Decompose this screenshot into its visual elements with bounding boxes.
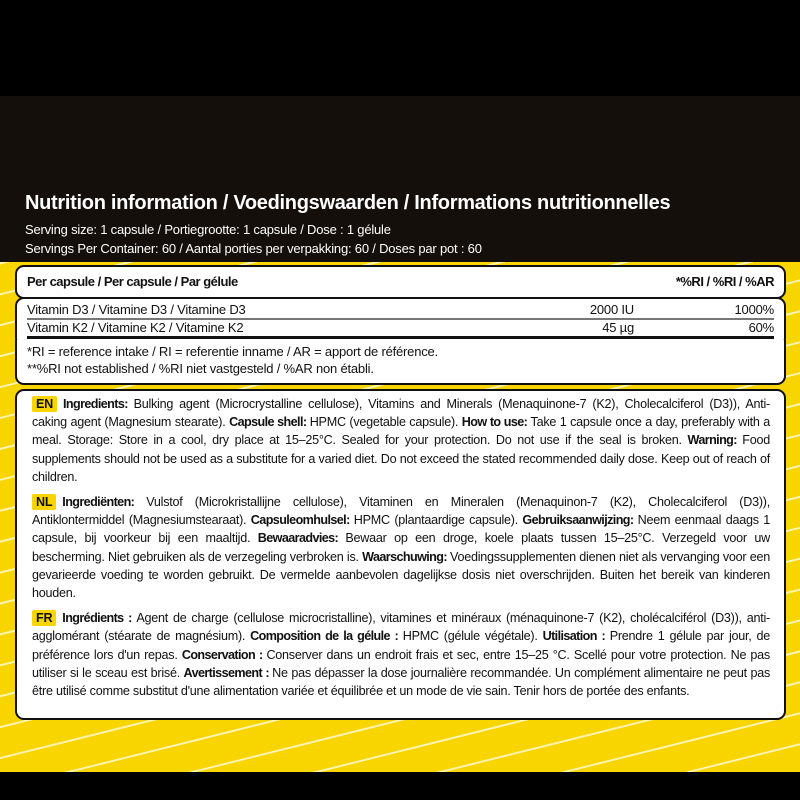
language-tag: NL [32, 494, 56, 510]
servings-per-container: Servings Per Container: 60 / Aantal porties per verpakking: 60 / Doses par pot : 60 [25, 241, 482, 256]
section-heading: Capsule shell: [229, 415, 310, 430]
section-heading: Conservation : [181, 647, 267, 662]
serving-size: Serving size: 1 capsule / Portiegrootte: 1 capsule / Dose : 1 gélule [25, 222, 391, 237]
nutrient-name: Vitamin D3 / Vitamine D3 / Vitamine D3 [27, 302, 246, 317]
section-text: Bulking agent (Microcrystalline cellulose), Vitamins and Minerals (Menaquinone-7 (K2), Cholecalciferol (D3)), Anti-caking agent (Magnesium stearate). [32, 397, 770, 430]
nutrient-ri: 1000% [734, 302, 774, 317]
table-header [15, 265, 786, 299]
section-heading: How to use: [461, 415, 531, 430]
section-text: Prendre 1 gélule par jour, de préférence lors d'un repas. [32, 629, 770, 662]
section-heading: Gebruiksaanwijzing: [522, 513, 638, 528]
section-heading: Ingrédients : [62, 611, 137, 626]
ingredients-panel [15, 389, 786, 720]
section-text: Conserver dans un endroit frais et sec, entre 15–25 °C. Scellé pour votre protection. Ne pas utiliser si le sceau est brisé. [32, 647, 770, 680]
section-text: Voedingssupplementen dienen niet als vervanging voor een gevarieerde voeding te worden gebruikt. De vermelde aanbevolen dagelijkse dosis niet overschrijden. Buiten het bereik van kinderen houden. [32, 549, 770, 601]
bottom-black-band [0, 772, 800, 800]
page-title: Nutrition information / Voedingswaarden / Informations nutritionnelles [25, 192, 671, 214]
language-tag: FR [32, 610, 56, 626]
column-label: Per capsule / Per capsule / Par gélule [27, 274, 238, 289]
nutrient-ri: 60% [748, 320, 774, 335]
section-en [32, 395, 770, 486]
section-text: Bewaar op een droge, koele plaats tussen 15–25°C. Verzegeld voor uw bescherming. Niet gebruiken als de verzegeling verbroken is. [32, 531, 771, 564]
language-tag: EN [32, 396, 57, 412]
section-fr [32, 609, 770, 700]
section-heading: Waarschuwing: [362, 549, 450, 564]
section-heading: Utilisation : [542, 629, 610, 644]
section-text: Take 1 capsule once a day, preferably with a meal. Storage: Store in a cool, dry place at 15–25°C. Sealed for your protection. Do not use if the seal is broken. [32, 415, 770, 448]
section-heading: Ingredients: [63, 397, 134, 411]
top-black-band [0, 0, 800, 96]
section-heading: Ingrediënten: [62, 495, 147, 510]
section-text: HPMC (plantaardige capsule). [353, 513, 523, 528]
table-row [27, 320, 774, 339]
footnotes [15, 340, 786, 385]
section-text: HPMC (gélule végétale). [402, 629, 543, 644]
footnote: **%RI not established / %RI niet vastgesteld / %AR non établi. [27, 361, 374, 376]
section-heading: Bewaaradvies: [257, 531, 346, 546]
section-heading: Capsuleomhulsel: [250, 513, 354, 528]
section-text: Food supplements should not be used as a substitute for a varied diet. Do not exceed the stated recommended daily dose. Keep out of reach of children. [32, 433, 770, 484]
section-heading: Warning: [687, 433, 743, 448]
header-band [0, 96, 800, 264]
section-text: HPMC (vegetable capsule). [309, 415, 462, 430]
nutrient-amount: 45 µg [602, 320, 634, 335]
section-heading: Composition de la gélule : [250, 629, 403, 644]
section-text: Neem eenmaal daags 1 capsule, bij voorkeur bij een maaltijd. [32, 513, 770, 546]
section-heading: Avertissement : [183, 665, 273, 680]
table-row [27, 302, 774, 320]
section-nl [32, 493, 770, 602]
nutrient-name: Vitamin K2 / Vitamine K2 / Vitamine K2 [27, 320, 244, 335]
section-text: Ne pas dépasser la dose journalière recommandée. Un complément alimentaire ne peut pas être utilisé comme substitut d'une alimentation variée et équilibrée et un mode de vie sain. Tenir hors de portée des enfants. [32, 665, 771, 699]
nutrient-amount: 2000 IU [589, 302, 634, 317]
column-ri: *%RI / %RI / %AR [675, 274, 774, 289]
footnote: *RI = reference intake / RI = referentie inname / AR = apport de référence. [27, 344, 438, 359]
section-text: Agent de charge (cellulose microcristalline), vitamines et minéraux (ménaquinone-7 (K2), cholécalciférol (D3)), anti-agglomérant (stéarate de magnésium). [32, 611, 770, 644]
section-text: Vulstof (Microkristallijne cellulose), Vitaminen en Mineralen (Menaquinon-7 (K2), Cholecalciferol (D3)), Antiklontermiddel (Magnesiumstearaat). [32, 495, 770, 528]
